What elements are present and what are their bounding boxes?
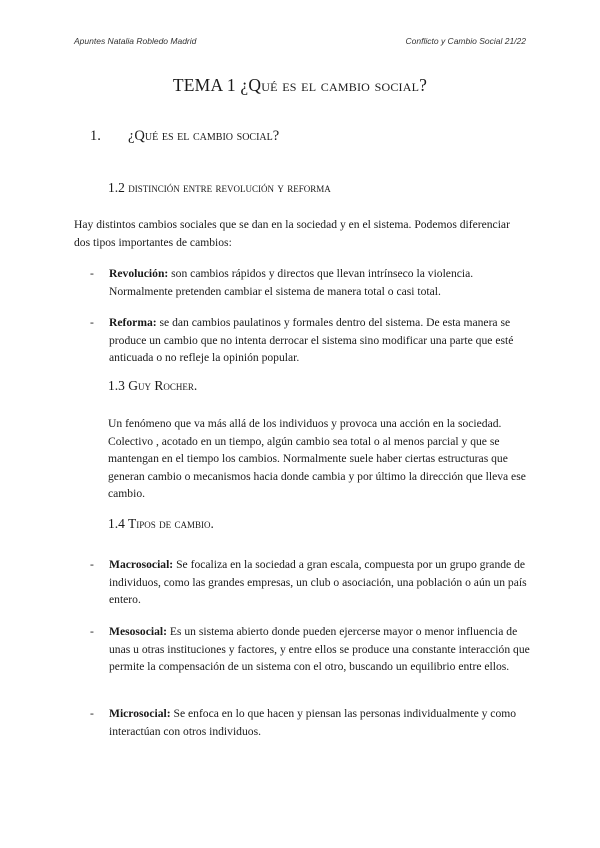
list-bullet: -: [90, 316, 94, 329]
list-bullet: -: [90, 625, 94, 638]
list-item-body: [109, 623, 530, 676]
term-definition: son cambios rápidos y directos que llevan intrínseco la violencia. Normalmente pretenden cambiar el sistema de manera total o casi total.: [109, 267, 474, 298]
subsection-heading-1-2: 1.2 distinción entre revolución y reforma: [108, 180, 331, 195]
list-bullet: -: [90, 707, 94, 720]
term-definition: Es un sistema abierto donde pueden ejercerse mayor o menor influencia de unas u otras instituciones y factores, y entre ellos se produce una constante interacción que permite la compensación de un sistema con el otro, buscando un equilibrio entre ellos.: [109, 625, 530, 674]
subsection-heading-1-4: 1.4 Tipos de cambio.: [108, 516, 214, 531]
list-item-mesosocial: [90, 623, 530, 676]
intro-paragraph: Hay distintos cambios sociales que se dan en la sociedad y en el sistema. Podemos diferenciar dos tipos importantes de cambios:: [74, 218, 510, 249]
document-title: TEMA 1 ¿Qué es el cambio social?: [172, 75, 428, 95]
term-label: Microsocial:: [109, 707, 171, 720]
section-heading-1: [90, 128, 279, 145]
list-item-reforma: [90, 314, 530, 367]
subsection-heading-1-3: 1.3 Guy Rocher.: [108, 378, 198, 393]
header-course: Conflicto y Cambio Social 21/22: [405, 36, 526, 46]
list-item-body: [109, 265, 530, 300]
term-label: Macrosocial:: [109, 558, 174, 571]
list-item-body: [109, 314, 530, 367]
list-bullet: -: [90, 267, 94, 280]
list-item-body: [109, 556, 530, 609]
list-item-body: [109, 705, 530, 740]
term-label: Reforma:: [109, 316, 157, 329]
rocher-paragraph: Un fenómeno que va más allá de los individuos y provoca una acción en la sociedad. Colectivo , acotado en un tiempo, algún cambio sea total o al menos parcial y que se mantengan en el tiempo los cambios. Normalmente suele haber ciertas estructuras que generan cambio o mecanismos hacia donde cambia y por último la dirección que lleva ese cambio.: [108, 417, 526, 501]
section-number: 1.: [90, 128, 101, 144]
header-author: Apuntes Natalia Robledo Madrid: [74, 36, 197, 46]
list-item-microsocial: [90, 705, 530, 740]
term-definition: Se focaliza en la sociedad a gran escala, compuesta por un grupo grande de individuos, como las grandes empresas, un club o asociación, una población o aún un país entero.: [109, 558, 527, 607]
list-item-macrosocial: [90, 556, 530, 609]
term-label: Revolución:: [109, 267, 169, 280]
list-item-revolucion: [90, 265, 530, 300]
list-bullet: -: [90, 558, 94, 571]
section-title: ¿Qué es el cambio social?: [128, 128, 280, 144]
page-header: [74, 36, 526, 50]
term-label: Mesosocial:: [109, 625, 167, 638]
term-definition: Se enfoca en lo que hacen y piensan las personas individualmente y como interactúan con otros individuos.: [109, 707, 517, 738]
term-definition: se dan cambios paulatinos y formales dentro del sistema. De esta manera se produce un cambio que no intenta derrocar el sistema sino modificar una parte que esté anticuada o no refleje la opinión popular.: [109, 316, 514, 365]
